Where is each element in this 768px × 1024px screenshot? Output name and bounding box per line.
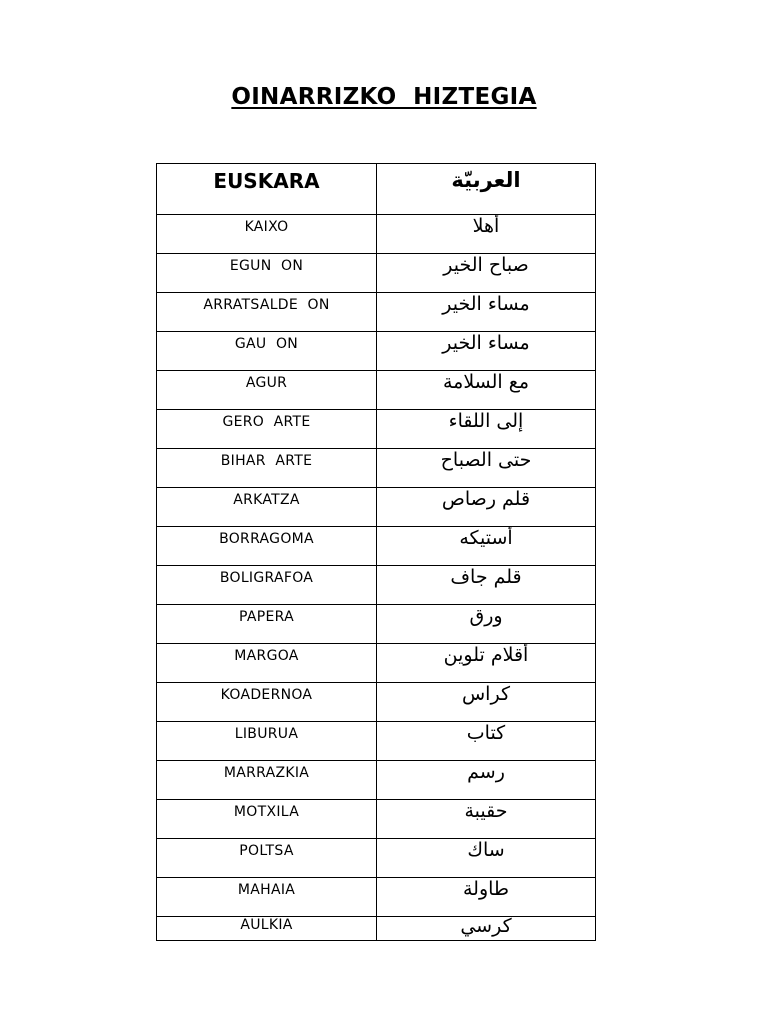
basque-cell	[157, 410, 377, 449]
table-row	[157, 293, 596, 332]
arabic-word: كرسي	[460, 916, 512, 937]
basque-word: AULKIA	[240, 917, 293, 933]
table-row	[157, 449, 596, 488]
basque-word: BORRAGOMA	[219, 531, 314, 547]
arabic-word: ورق	[469, 605, 503, 627]
arabic-cell	[377, 761, 596, 800]
basque-word: PAPERA	[239, 609, 294, 625]
basque-word: MAHAIA	[237, 882, 296, 898]
table-row	[157, 683, 596, 722]
header-arabic-label: العربيّة	[451, 168, 521, 192]
basque-word: MARRAZKIA	[223, 765, 310, 781]
basque-cell	[157, 293, 377, 332]
basque-word: ARRATSALDE ON	[203, 297, 330, 313]
arabic-word: أهلا	[472, 215, 500, 237]
basque-cell	[157, 488, 377, 527]
table-row	[157, 722, 596, 761]
arabic-cell	[377, 215, 596, 254]
basque-word: EGUN ON	[229, 258, 304, 274]
arabic-cell	[377, 527, 596, 566]
table-row	[157, 761, 596, 800]
arabic-word: مساء الخير	[442, 332, 530, 354]
table-row	[157, 215, 596, 254]
arabic-cell	[377, 878, 596, 917]
arabic-cell	[377, 371, 596, 410]
arabic-word: حقيبة	[464, 800, 508, 822]
table-row	[157, 878, 596, 917]
header-basque	[157, 164, 377, 215]
arabic-word: مع السلامة	[442, 371, 530, 393]
arabic-word: طاولة	[462, 878, 510, 900]
table-row	[157, 488, 596, 527]
arabic-word: ساك	[467, 839, 505, 861]
arabic-word: رسم	[467, 761, 505, 783]
basque-cell	[157, 644, 377, 683]
arabic-cell	[377, 644, 596, 683]
arabic-cell	[377, 605, 596, 644]
table-row	[157, 527, 596, 566]
arabic-word: كتاب	[466, 722, 506, 744]
basque-cell	[157, 722, 377, 761]
basque-cell	[157, 371, 377, 410]
basque-word: POLTSA	[239, 843, 294, 859]
header-basque-label: EUSKARA	[213, 169, 320, 193]
table-row	[157, 644, 596, 683]
basque-word: BIHAR ARTE	[220, 453, 313, 469]
arabic-word: قلم جاف	[450, 566, 522, 588]
table-row	[157, 839, 596, 878]
arabic-cell	[377, 410, 596, 449]
basque-word: KAIXO	[244, 219, 289, 235]
basque-word: KOADERNOA	[220, 687, 313, 703]
arabic-cell	[377, 566, 596, 605]
arabic-cell	[377, 293, 596, 332]
table-row	[157, 566, 596, 605]
table-header-row	[157, 164, 596, 215]
basque-cell	[157, 449, 377, 488]
basque-word: GAU ON	[234, 336, 299, 352]
arabic-cell	[377, 488, 596, 527]
table-row	[157, 605, 596, 644]
arabic-cell	[377, 683, 596, 722]
vocabulary-table	[156, 163, 596, 941]
basque-cell	[157, 839, 377, 878]
arabic-word: قلم رصاص	[441, 488, 531, 510]
page-title: OINARRIZKO HIZTEGIA	[231, 84, 537, 110]
table-row	[157, 410, 596, 449]
arabic-word: مساء الخير	[442, 293, 530, 315]
table-row	[157, 332, 596, 371]
basque-cell	[157, 878, 377, 917]
basque-cell	[157, 800, 377, 839]
basque-word: LIBURUA	[234, 726, 299, 742]
basque-cell	[157, 332, 377, 371]
header-arabic	[377, 164, 596, 215]
arabic-cell	[377, 800, 596, 839]
basque-cell	[157, 215, 377, 254]
basque-cell	[157, 605, 377, 644]
table-row	[157, 800, 596, 839]
arabic-cell	[377, 449, 596, 488]
arabic-cell	[377, 722, 596, 761]
table-row	[157, 917, 596, 941]
basque-word: MARGOA	[234, 648, 299, 664]
basque-cell	[157, 527, 377, 566]
arabic-word: كراس	[461, 683, 510, 705]
arabic-cell	[377, 332, 596, 371]
arabic-cell	[377, 917, 596, 941]
basque-word: GERO ARTE	[222, 414, 311, 430]
table-row	[157, 254, 596, 293]
arabic-cell	[377, 839, 596, 878]
arabic-cell	[377, 254, 596, 293]
basque-word: AGUR	[245, 375, 288, 391]
arabic-word: حتى الصباح	[440, 449, 532, 471]
basque-cell	[157, 566, 377, 605]
basque-word: ARKATZA	[233, 492, 300, 508]
arabic-word: أستيكه	[459, 527, 513, 549]
basque-word: MOTXILA	[233, 804, 300, 820]
arabic-word: إلى اللقاء	[448, 410, 524, 432]
arabic-word: أقلام تلوين	[443, 644, 529, 666]
basque-word: BOLIGRAFOA	[219, 570, 314, 586]
basque-cell	[157, 254, 377, 293]
basque-cell	[157, 761, 377, 800]
arabic-word: صباح الخير	[443, 254, 529, 276]
table-row	[157, 371, 596, 410]
basque-cell	[157, 917, 377, 941]
basque-cell	[157, 683, 377, 722]
